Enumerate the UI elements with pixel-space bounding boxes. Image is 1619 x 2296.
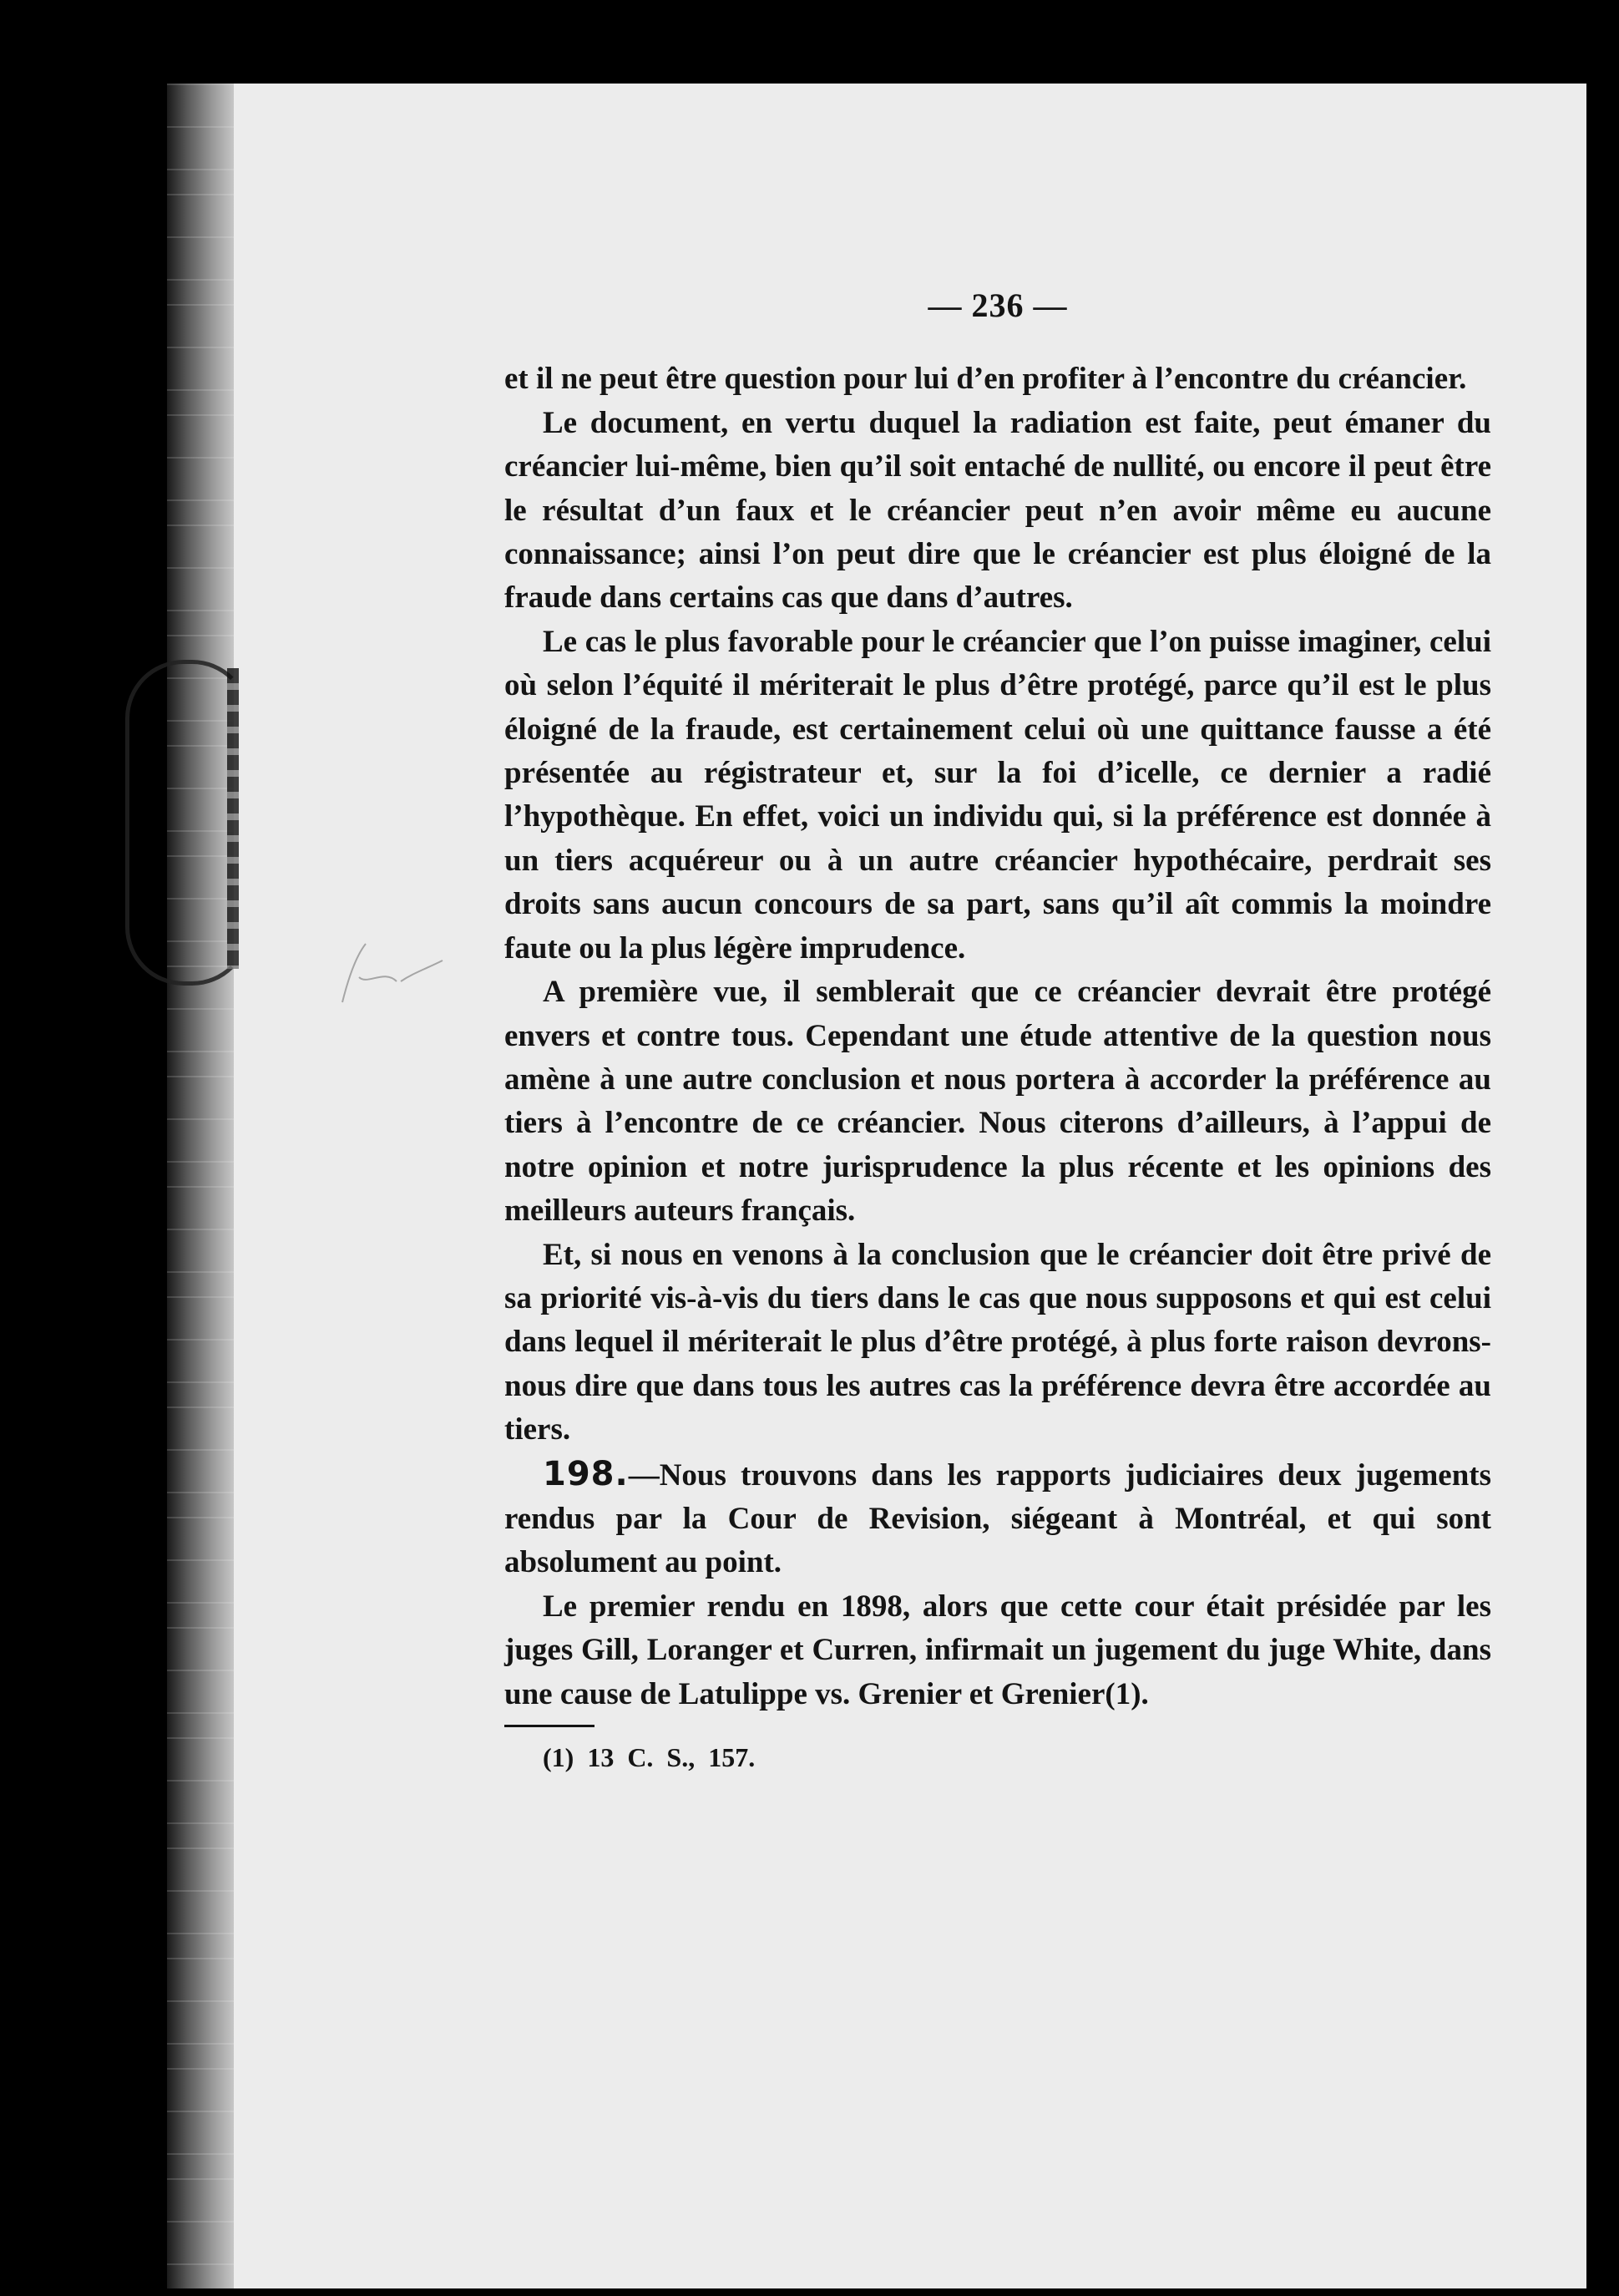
footnote xyxy=(504,1739,1491,1776)
section-paragraph xyxy=(504,1452,1491,1585)
paragraph-4: A première vue, il semblerait que ce créancier devrait être protégé envers et contre tous. Cependant une étude attentive de la question nous amène à une autre conclusion et nous portera à accorder la préférence au tiers à l’encontre de ce créancier. Nous citerons d’ailleurs, à l’appui de notre opinion et notre jurisprudence la plus récente et les opinions des meilleurs auteurs français. xyxy=(504,975,1491,1229)
footnote-divider xyxy=(504,1725,594,1727)
section-number: 198. xyxy=(543,1454,629,1493)
library-stamp-text-icon xyxy=(227,668,239,969)
footnote-text: 13 C. S., 157. xyxy=(587,1742,756,1772)
footnote-marker: (1) xyxy=(543,1742,574,1772)
paragraph-last: Le premier rendu en 1898, alors que cette cour était présidée par les juges Gill, Loranger et Curren, infirmait un jugement du juge White, dans une cause de Latulippe vs. Grenier et Grenier(1). xyxy=(504,1589,1491,1711)
page-text-block xyxy=(504,284,1491,1776)
pencil-mark-icon xyxy=(334,935,451,1019)
page-number: — 236 — xyxy=(928,286,1068,324)
paragraph-3: Le cas le plus favorable pour le créancier que l’on puisse imaginer, celui où selon l’équité il mériterait le plus d’être protégé, parce qu’il est le plus éloigné de la fraude, est certainement celui où une quittance fausse a été présentée au régistrateur et, sur la foi d’icelle, ce dernier a radié l’hypothèque. En effet, voici un individu qui, si la préférence est donnée à un tiers acquéreur ou à un autre créancier hypothécaire, perdrait ses droits sans aucun concours de sa part, sans qu’il aît commis la moindre faute ou la plus légère imprudence. xyxy=(504,624,1491,966)
paragraph-2: Le document, en vertu duquel la radiation est faite, peut émaner du créancier lui-même, bien qu’il soit entaché de nullité, ou encore il peut être le résultat d’un faux et le créancier peut n’en avoir même eu aucune connaissance; ainsi l’on peut dire que le créancier est plus éloigné de la fraude dans certains cas que dans d’autres. xyxy=(504,405,1491,616)
section-text: —Nous trouvons dans les rapports judiciaires deux jugements rendus par la Cour de Revision, siégeant à Montréal, et qui sont absolument au point. xyxy=(504,1457,1491,1580)
paragraph-5: Et, si nous en venons à la conclusion que le créancier doit être privé de sa priorité vis-à-vis du tiers dans le cas que nous supposons et qui est celui dans lequel il mériterait le plus d’être protégé, à plus forte raison devrons-nous dire que dans tous les autres cas la préférence devra être accordée au tiers. xyxy=(504,1237,1491,1447)
paragraph-1: et il ne peut être question pour lui d’en profiter à l’encontre du créancier. xyxy=(504,362,1467,397)
